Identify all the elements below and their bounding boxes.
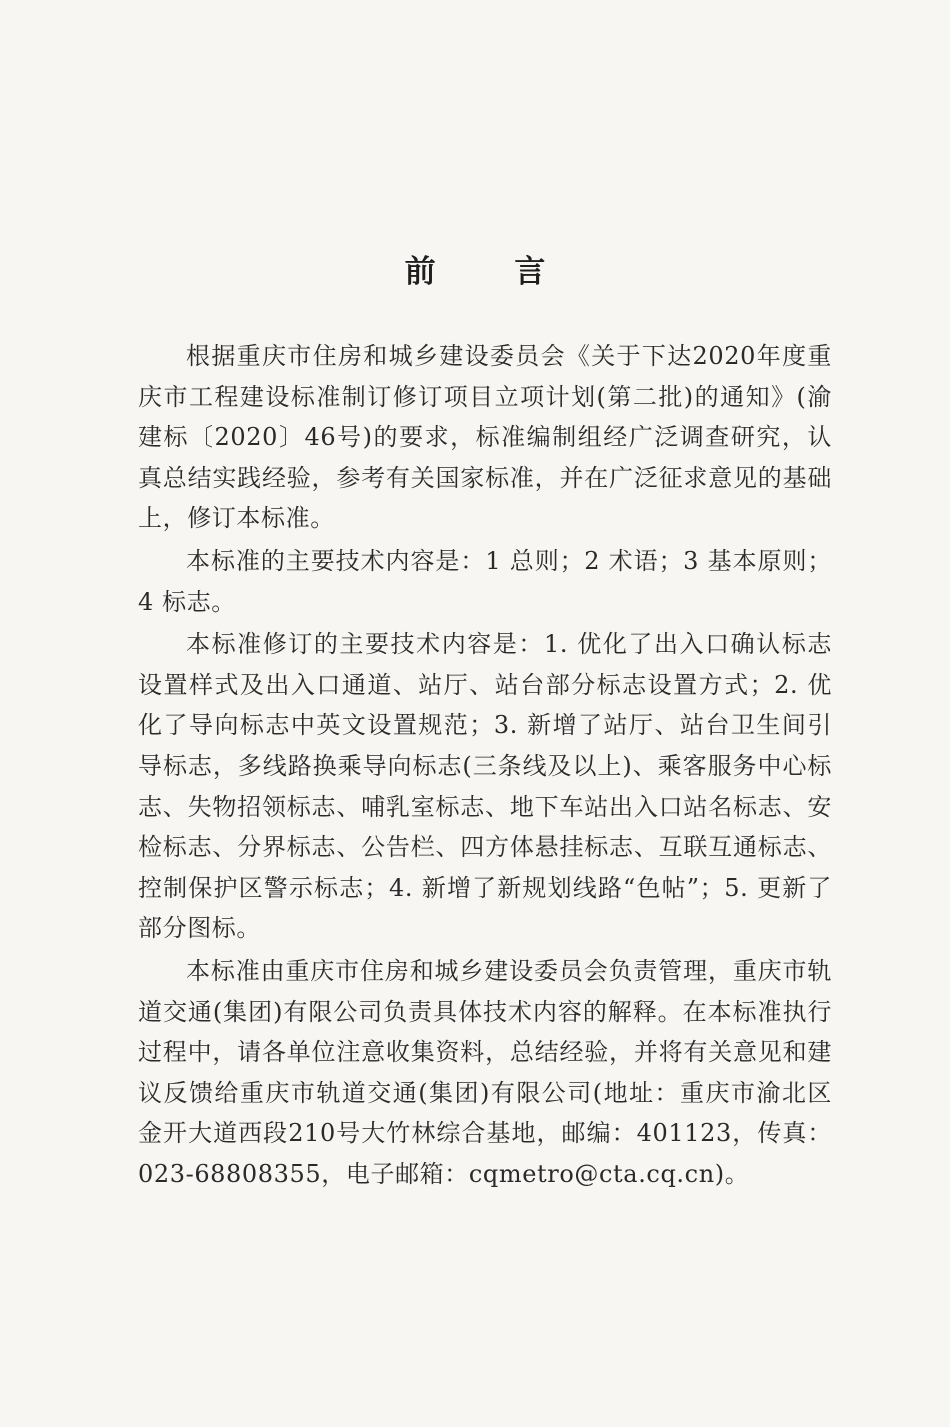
paragraph-management: 本标准由重庆市住房和城乡建设委员会负责管理，重庆市轨道交通(集团)有限公司负责具体技术内容的解释。在本标准执行过程中，请各单位注意收集资料，总结经验，并将有关意见和建议反馈给重庆市轨道交通(集团)有限公司(地址：重庆市渝北区金开大道西段210号大竹林综合基地，邮编：401123，传真：023-68808355，电子邮箱：cqmetro@cta.cq.cn)。: [138, 956, 832, 1188]
paragraph-revisions: 本标准修订的主要技术内容是：1. 优化了出入口确认标志设置样式及出入口通道、站厅、站台部分标志设置方式；2. 优化了导向标志中英文设置规范；3. 新增了站厅、站台卫生间引导标志，多线路换乘导向标志(三条线及以上)、乘客服务中心标志、失物招领标志、哺乳室标志、地下车站出入口站名标志、安检标志、分界标志、公告栏、四方体悬挂标志、互联互通标志、控制保护区警示标志；4. 新增了新规划线路“色帖”；5. 更新了部分图标。: [138, 630, 832, 943]
preface-body: [138, 336, 832, 1196]
page-title: 前 言: [404, 254, 580, 290]
paragraph-basis: 根据重庆市住房和城乡建设委员会《关于下达2020年度重庆市工程建设标准制订修订项目立项计划(第二批)的通知》(渝建标〔2020〕46号)的要求，标准编制组经广泛调查研究，认真总结实践经验，参考有关国家标准，并在广泛征求意见的基础上，修订本标准。: [138, 342, 832, 533]
paragraph-main-content: 本标准的主要技术内容是：1 总则；2 术语；3 基本原则；4 标志。: [138, 546, 832, 616]
